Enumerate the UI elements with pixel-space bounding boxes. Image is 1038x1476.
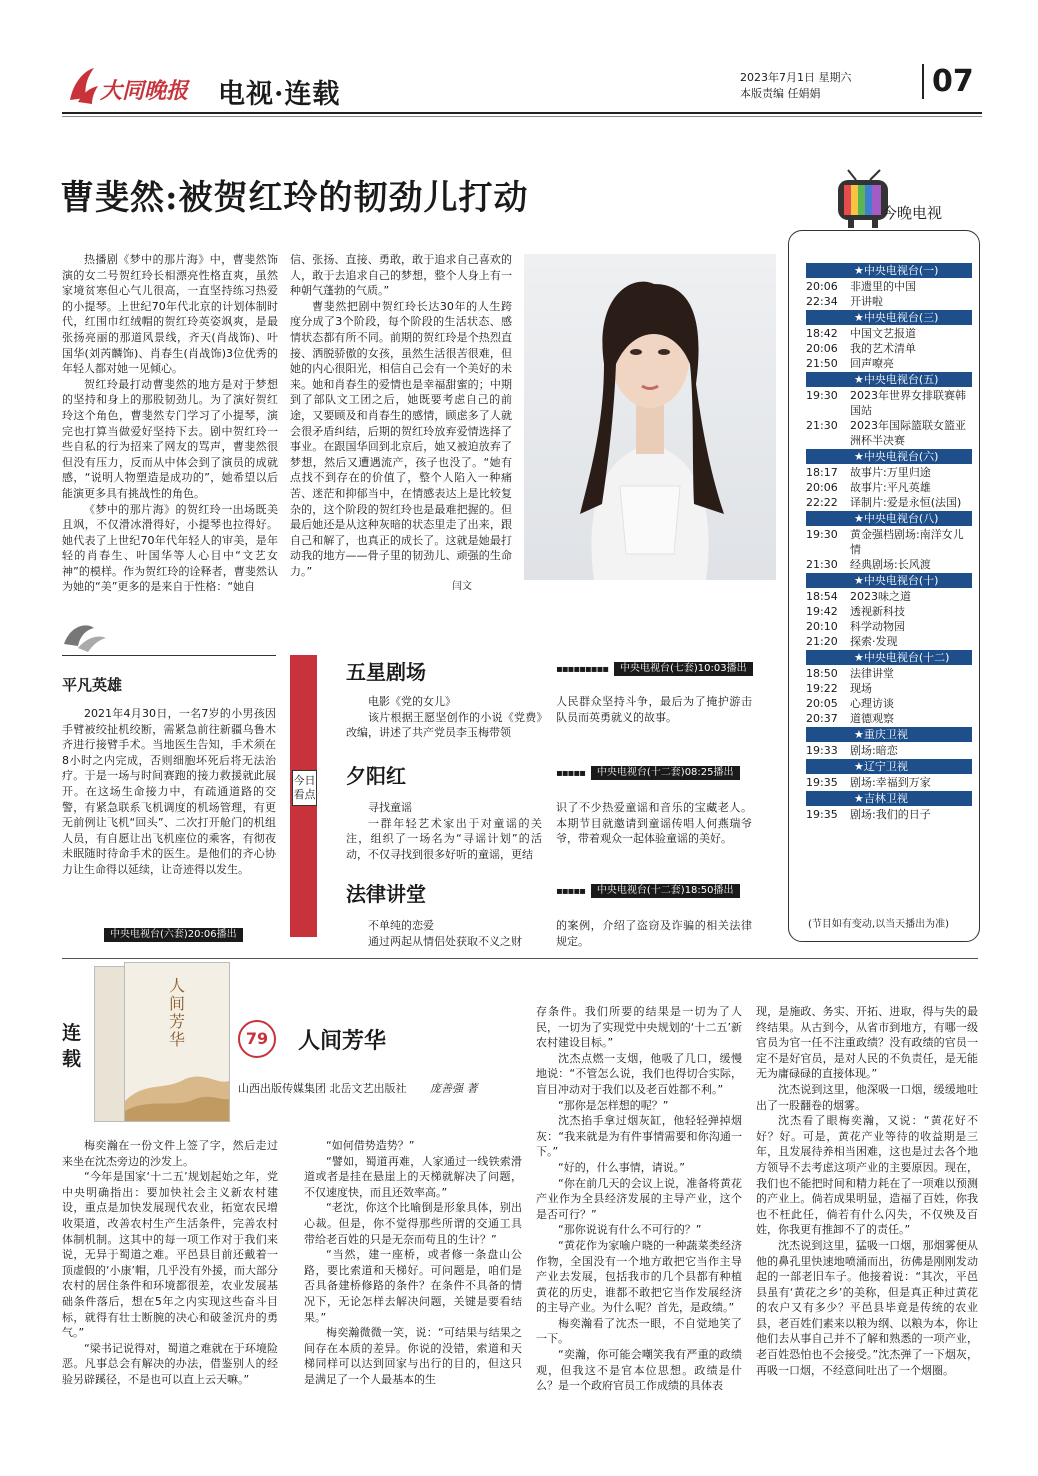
falv-body-left [346,918,542,949]
page-number: 07 [922,64,992,99]
program-time: 18:50 [806,667,838,680]
serial-paragraph: “梁书记说得对，蜀道之难就在于环境险恶。凡事总会有解决的办法，借鉴别人的经验另辟蹊径，不是也可以直上云天嘛。” [62,1341,278,1386]
serial-paragraph: “如何借势造势？” [326,1139,415,1152]
program-title: 2023年国际篮联女篮亚洲杯半决赛 [850,419,966,447]
logo-text: 大同晚报 [100,78,189,104]
program-time: 19:35 [806,808,838,821]
program-time: 18:17 [806,466,838,479]
program-title: 2023年世界女排联赛韩国站 [850,389,966,417]
program-time: 19:30 [806,528,838,541]
wuxing-channel-line [556,662,753,676]
wuxing-text: 该片根据王愿坚创作的小说《党费》改编，讲述了共产党员李玉梅带领 [346,710,542,740]
serial-paragraph: 沈杰掐手拿过烟灰缸，他轻轻弹掉烟灰：“我来就是为有件事情需要和你沟通一下。” [536,1114,742,1159]
program-row [806,294,972,309]
actress-photo [524,254,776,580]
xiyang-title: 夕阳红 [346,764,406,788]
program-title: 现场 [850,682,872,695]
program-title: 法律讲堂 [850,667,894,680]
program-row [806,775,972,790]
program-row [806,589,972,604]
channel-name: ★中央电视台(十) [806,573,972,588]
serial-paragraph: 梅奕瀚看了沈杰一眼，不自觉地笑了一下。 [536,1316,742,1346]
serial-paragraph: 现，是施政、务实、开拓、进取，得与失的最终结果。从古到今，从省市到地方，有哪一级官员为官一任不注重政绩？没有政绩的官员一定不是好官员，是对人民的不负责任，是无能无为庸碌碌的直接体现。” [756,1005,978,1081]
program-row [806,388,972,418]
program-title: 探索·发现 [850,635,898,648]
program-time: 20:05 [806,697,838,710]
section-title: 电视·连载 [218,79,341,110]
program-title: 剧场:我们的日子 [850,808,931,821]
program-row [806,527,972,557]
feature-paragraph: 《梦中的那片海》的贺红玲一出场既美且飒，不仅滑冰滑得好，小提琴也拉得好。她代表了上世纪70年代年轻人的审美，是年轻的肖春生、叶国华等人心目中“文艺女神”的模样。作为贺红玲的诠释者，曹斐然认为她的“美”更多的是来自于性格：“她自 [62,502,278,594]
falv-text: 的案例，介绍了盗窃及诈骗的相关法律规定。 [556,919,752,948]
falv-text: 不单纯的恋爱 [368,919,434,932]
serial-paragraph: 梅奕瀚在一份文件上签了字，然后走过来坐在沈杰旁边的沙发上。 [62,1139,278,1168]
tv-schedule-header [834,168,984,232]
serial-label: 连载 [62,1022,82,1070]
feature-col-1 [62,252,278,595]
tv-schedule-title: 今晚电视 [882,204,943,222]
program-title: 剧场:幸福到万家 [850,776,931,789]
pingfan-body [62,706,276,878]
publisher-line [238,1080,478,1096]
program-title: 非遗里的中国 [850,280,916,293]
program-row [806,634,972,649]
xiyang-body-right [556,800,752,847]
program-row [806,557,972,572]
program-time: 19:42 [806,605,838,618]
program-time: 21:20 [806,635,838,648]
program-row [806,666,972,681]
xiyang-channel: 中央电视台(十二套)08:25播出 [591,766,740,780]
issue-date: 2023年7月1日 星期六 [740,71,852,84]
wuxing-body-left [346,694,542,741]
program-row [806,418,972,448]
program-time: 21:30 [806,419,838,432]
serial-paragraph: “老沈，你这个比喻倒是形象具体，别出心裁。但是，你不觉得那些所谓的交通工具带给老百姓的只是无奈而苟且的生计？” [304,1201,522,1246]
wuxing-text: 人民群众坚持斗争，最后为了掩护游击队员而英勇就义的故事。 [556,695,752,724]
wuxing-text: 电影《党的女儿》 [368,695,456,708]
serial-col-4 [756,1004,978,1378]
serial-divider [62,958,978,959]
episode-badge: 79 [238,1020,276,1058]
channel-name: ★中央电视台(五) [806,372,972,387]
feature-col-2 [290,252,512,595]
serial-paragraph: 存条件。我们所要的结果是一切为了人民，一切为了实现党中央规划的‘十二五’新农村建设目标。” [536,1005,742,1050]
program-row [806,341,972,356]
serial-paragraph: “好的，什么事情，请说。” [558,1160,685,1174]
program-time: 18:42 [806,327,838,340]
xiyang-text: 识了不少热爱童谣和音乐的宝藏老人。本期节目就邀请到童谣传唱人何燕瑞爷爷，带着观众一起体验童谣的美好。 [556,801,752,846]
program-title: 心理访谈 [850,697,894,710]
program-time: 19:35 [806,776,838,789]
feature-paragraph: 贺红玲最打动曹斐然的地方是对于梦想的坚持和身上的那股韧劲儿。为了演好贺红玲这个角色，曹斐然专门学习了小提琴，演完也打算当做爱好坚持下去。剧中贺红玲一些自私的行为招来了网友的骂声，曹斐然很但没有压力，反而从中体会到了演员的成就感，“说明人物塑造是成功的”，她希望以后能演更多具有挑战性的角色。 [62,377,278,500]
program-row [806,326,972,341]
falv-channel: 中央电视台(十二套)18:50播出 [591,884,740,898]
serial-title: 人间芳华 [298,1028,387,1054]
serial-paragraph: “那你说说有什么不可行的？” [558,1223,702,1237]
program-title: 剧场:暗恋 [850,744,898,757]
masthead-rule-thin [62,116,982,117]
program-title: 科学动物园 [850,620,905,633]
program-title: 道德观察 [850,712,894,725]
program-row [806,696,972,711]
program-time: 22:22 [806,496,838,509]
falv-body-right [556,918,752,949]
falv-text: 通过两起从情侣处获取不义之财 [368,934,522,948]
bird-ornament-icon [60,618,110,654]
serial-paragraph: “譬如，蜀道再难，人家通过一线铁索滑道或者是挂在悬崖上的天梯就解决了问题，不仅速度快，而且还效率高。” [304,1154,522,1199]
wuxing-body-right [556,694,752,725]
wuxing-title: 五星剧场 [346,660,426,684]
author: 庞善强 著 [430,1082,478,1095]
pingfan-channel: 中央电视台(六套)20:06播出 [104,928,243,942]
program-title: 黄金强档剧场:南洋女儿情 [850,528,964,556]
program-time: 18:54 [806,590,838,603]
pingfan-text: 2021年4月30日，一名7岁的小男孩因手臂被绞扯机绞断，需紧急前往新疆乌鲁木齐进行接臂手术。当地医生告知，手术须在8小时之内完成，否则细胞坏死后将无法治疗。于是一场与时间赛跑的接力救援就此展开。在这场生命接力中，有疏通道路的交警，有紧急联系飞机调度的机场管理，有更无前例让飞机“回头”、二次打开舱门的机组人员，有自愿让出飞机座位的乘客，有彻夜未眠随时待命手术的医生。是他们的齐心协力让生命得以延续，让奇迹得以发生。 [62,707,276,876]
highlights-label: 今日看点 [292,770,317,806]
program-time: 20:06 [806,280,838,293]
dash-rule: ▪▪▪▪▪ [556,767,585,779]
program-row [806,356,972,371]
xiyang-channel-line [556,766,740,780]
book-landscape-icon [125,1061,229,1121]
publisher: 山西出版传媒集团 北岳文艺出版社 [238,1082,407,1095]
channel-name: ★中央电视台(三) [806,310,972,325]
program-title: 故事片:平凡英雄 [850,481,931,494]
program-title: 回声嘹亮 [850,357,894,370]
program-row [806,807,972,822]
channel-name: ★中央电视台(十二) [806,650,972,665]
program-time: 19:33 [806,744,838,757]
channel-name: ★中央电视台(六) [806,449,972,464]
serial-paragraph: “今年是国家‘十二五’规划起始之年，党中央明确指出：要加快社会主义新农村建设，重点是加快发展现代农业，拓宽农民增收渠道，改善农村生产生活条件，完善农村体制机制。这其中的每一项工作对于我们来说，无异于蜀道之难。平邑县目前还戴着一顶虚假的‘小康’帽，几乎没有外援，而大部分农村的居住条件和环境都很差，农业发展基础条件落后，想在5年之内实现这些奋斗目标，就得有壮士断腕的决心和破釜沉舟的勇气。” [62,1170,278,1340]
program-row [806,279,972,294]
xiyang-text: 寻找童谣 [368,801,412,814]
serial-paragraph: 沈杰点燃一支烟，他吸了几口，缓慢地说：“不管怎么说，我们也得切合实际，盲目冲动对于我们以及老百姓都不利。” [536,1051,742,1096]
divider [62,655,276,656]
book-front [124,962,230,1122]
serial-paragraph: 沈杰看了眼梅奕瀚，又说：“黄花好不好？好。可是，黄花产业等待的收益期是三年，且发展待养相当困难，这也是过去各个地方领导不去考虑这项产业的主要原因。现在，我们也不能把时间和精力耗在了一项难以预测的产业上。倘若成果明显，造福了百姓，你我也不枉此任，倘若有什么闪失，不仅殃及百姓，你我更有推卸不了的责任。” [756,1114,978,1237]
serial-col-1 [62,1138,278,1388]
serial-paragraph: 梅奕瀚微微一笑，说：“可结果与结果之间存在本质的差异。你说的没错，索道和天梯同样可以达到回家与出行的目的，但这只是满足了一个人最基本的生 [304,1326,522,1386]
program-time: 19:30 [806,389,838,402]
program-time: 21:50 [806,357,838,370]
program-title: 故事片:万里归途 [850,466,931,479]
program-row [806,681,972,696]
serial-paragraph: 沈杰说到这里，他深吸一口烟，缓缓地吐出了一股翻卷的烟雾。 [756,1082,978,1112]
program-row [806,743,972,758]
feature-headline: 曹斐然:被贺红玲的韧劲儿打动 [60,178,529,218]
book-title: 人间芳华 [169,976,186,1049]
program-time: 20:37 [806,712,838,725]
channel-name: ★中央电视台(一) [806,263,972,278]
pingfan-title: 平凡英雄 [62,676,123,694]
newspaper-logo [64,62,198,112]
tv-schedule [806,262,972,822]
falv-title: 法律讲堂 [346,882,426,906]
serial-paragraph: “当然，建一座桥，或者修一条盘山公路，要比索道和天梯好。可问题是，咱们是否具备建桥修路的条件？在条件不具备的情况下，无论怎样去解决问题，关键是要看结果。” [304,1248,522,1324]
program-row [806,619,972,634]
program-row [806,480,972,495]
program-row [806,495,972,510]
serial-col-3 [536,1004,742,1394]
dash-rule: ▪▪▪▪▪ [556,885,585,897]
program-time: 20:06 [806,342,838,355]
program-title: 我的艺术清单 [850,342,916,355]
xiyang-text: 一群年轻艺术家出于对童谣的关注，组织了一场名为“寻谣计划”的活动，不仅寻找到很多好听的童谣，更结 [346,816,542,861]
serial-paragraph: 沈杰说到这里，猛吸一口烟，那烟雾便从他的鼻孔里快速地喷涌而出，彷佛是刚刚发动起的一部老旧车子。他接着说：“其次，平邑县虽有‘黄花之乡’的美称，但是真正种过黄花的农户又有多少？平邑县毕竟是传统的农业县，老百姓们素来以粮为纲、以粮为本，你让他们去从事自己并不了解和熟悉的一项产业，老百姓恐怕也不会接受。”沈杰弹了一下烟灰，再吸一口烟，不经意间吐出了一个烟圈。 [756,1238,978,1377]
schedule-note: (节目如有变动,以当天播出为准) [808,919,949,930]
program-title: 译制片:爱是永恒(法国) [850,496,962,509]
feature-paragraph: 信、张扬、直接、勇敢，敢于追求自己喜欢的人，敢于去追求自己的梦想，整个人身上有一种朝气蓬勃的气质。” [290,253,512,298]
channel-name: ★吉林卫视 [806,791,972,806]
program-row [806,465,972,480]
program-title: 2023味之道 [850,590,911,603]
serial-paragraph: “你在前几天的会议上说，准备将黄花产业作为全县经济发展的主导产业，这个是否可行？” [536,1176,742,1221]
channel-name: ★重庆卫视 [806,727,972,742]
feature-byline: 闫文 [452,581,472,593]
program-time: 19:22 [806,682,838,695]
program-time: 21:30 [806,558,838,571]
dash-rule: ▪▪▪▪▪▪▪▪▪ [556,663,608,675]
masthead-rule [62,112,982,114]
program-title: 经典剧场:长风渡 [850,558,931,571]
program-time: 22:34 [806,295,838,308]
program-time: 20:10 [806,620,838,633]
feature-paragraph: 热播剧《梦中的那片海》中，曹斐然饰演的女二号贺红玲长相漂亮性格直爽，虽然家境贫寒但心气儿很高，一直坚持练习热爱的小提琴。上世纪70年代北京的计划体制时代，红围巾红绒帽的贺红玲英姿飒爽，是最张扬亮丽的那道风景线，齐天(肖战饰)、叶国华(刘芮麟饰)、肖春生(肖战饰)3位优秀的年轻人都对她一见倾心。 [62,253,278,376]
serial-paragraph: “奕瀚，你可能会嘲笑我有严重的政绩观，但我这不是官本位思想。政绩是什么？是一个政府官员工作成绩的具体表 [536,1348,742,1393]
serial-paragraph: “黄花作为家喻户晓的一种蔬菜类经济作物，全国没有一个地方敢把它当作主导产业去发展，包括我市的几个县都有种植黄花的历史，谁都不敢把它当作发展经济的主导产业。为什么呢？首先，是政绩。” [536,1238,742,1315]
program-title: 中国文艺报道 [850,327,916,340]
wuxing-channel: 中央电视台(七套)10:03播出 [614,662,753,676]
page-editor: 本版责编 任娟娟 [740,87,821,100]
feature-paragraph: 曹斐然把剧中贺红玲长达30年的人生跨度分成了3个阶段，每个阶段的生活状态、感情状态都有所不同。前期的贺红玲是个热烈直接、洒脱骄傲的女孩，虽然生活很苦很难，但她的内心很阳光，相信自己会有一个美好的未来。她和肖春生的爱情也是幸福甜蜜的；中期到了部队文工团之后，她既要考虑自己的前途，又要顾及和肖春生的感情，顾虑多了人就会很矛盾纠结，后期的贺红玲放弃爱情选择了事业。在跟国华回到北京后，她又被迫放弃了梦想，然后又遭遇流产，孩子也没了。“她有点找不到存在的价值了，整个人陷入一种痛苦、迷茫和抑郁当中，在情感表达上是比较复杂的，这个阶段的贺红玲也是最难把握的。但最后她还是从这种灰暗的状态里走了出来，跟自己和解了，也真正的成长了。这就是她最打动我的地方——骨子里的韧劲儿、顽强的生命力。” [290,299,512,578]
channel-name: ★中央电视台(八) [806,511,972,526]
program-title: 开讲啦 [850,295,883,308]
serial-col-2 [304,1138,522,1388]
falv-channel-line [556,884,740,898]
serial-paragraph: “那你是怎样想的呢？” [558,1098,669,1112]
program-row [806,604,972,619]
channel-name: ★辽宁卫视 [806,759,972,774]
program-row [806,711,972,726]
xiyang-body-left [346,800,542,862]
program-title: 透视新科技 [850,605,905,618]
book-cover [94,962,228,1122]
date-block [740,70,852,102]
program-time: 20:06 [806,481,838,494]
